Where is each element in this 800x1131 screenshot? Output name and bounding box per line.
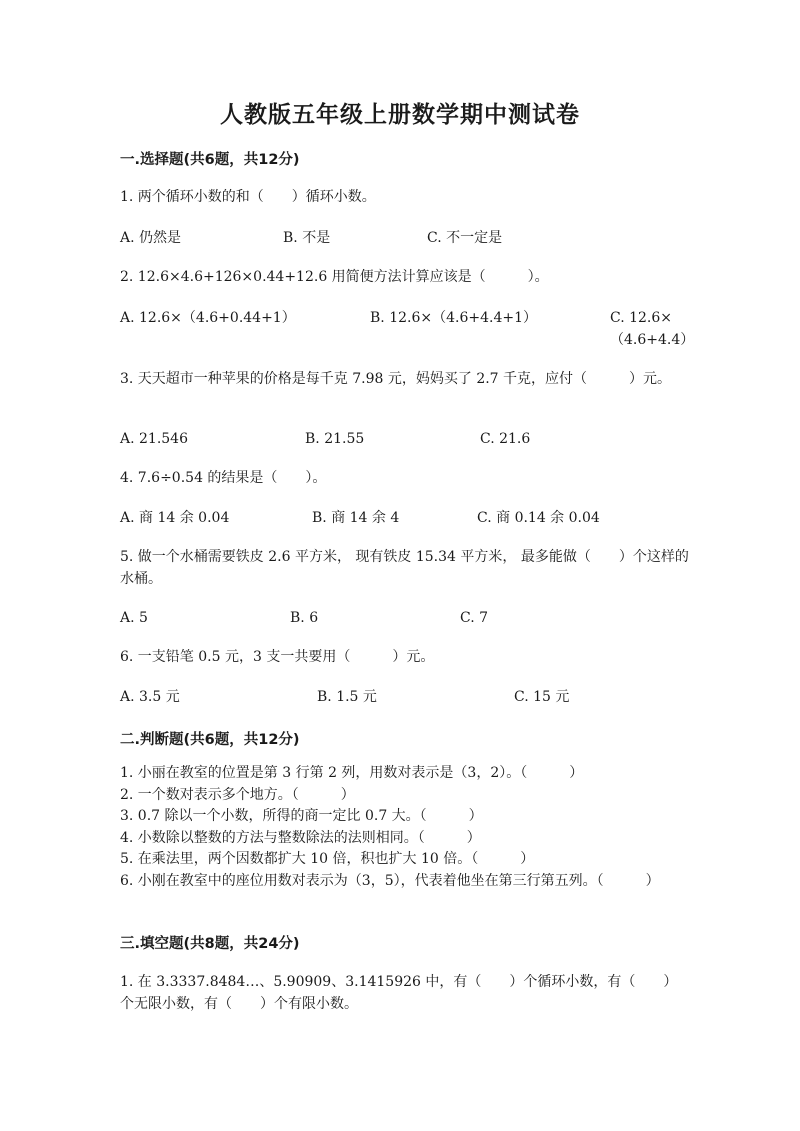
option-c: C. 15 元 xyxy=(514,689,570,705)
question-text: 3. 天天超市一种苹果的价格是每千克 7.98 元，妈妈买了 2.7 千克，应付（ ）元。 xyxy=(120,371,672,387)
option-c: C. 商 0.14 余 0.04 xyxy=(477,510,600,526)
judge-item: 3. 0.7 除以一个小数，所得的商一定比 0.7 大。（ ） xyxy=(120,808,483,824)
question-text: 5. 做一个水桶需要铁皮 2.6 平方米， 现有铁皮 15.34 平方米， 最多能做（ ）个这样的水桶。 xyxy=(120,549,689,587)
option-c: C. 7 xyxy=(460,610,489,626)
question-text: 4. 7.6÷0.54 的结果是（ ）。 xyxy=(120,470,327,486)
judge-item: 4. 小数除以整数的方法与整数除法的法则相同。（ ） xyxy=(120,829,481,846)
judge-item: 6. 小刚在教室中的座位用数对表示为（3，5），代表着他坐在第三行第五列。（ ） xyxy=(120,872,660,889)
option-a: A. 12.6×（4.6+0.44+1） xyxy=(120,310,296,326)
option-c: C. 12.6×（4.6+4.4） xyxy=(610,310,695,348)
question-text: 1. 在 3.3337.8484…、5.90909、3.1415926 中，有（ ）个循环小数，有（ ）个无限小数，有（ ）个有限小数。 xyxy=(120,974,678,1012)
option-b: B. 不是 xyxy=(283,230,331,246)
option-a: A. 仍然是 xyxy=(120,230,182,246)
question-text: 6. 一支铅笔 0.5 元，3 支一共要用（ ）元。 xyxy=(120,649,435,665)
option-a: A. 3.5 元 xyxy=(120,689,180,705)
page-title: 人教版五年级上册数学期中测试卷 xyxy=(220,102,580,128)
judge-item: 2. 一个数对表示多个地方。（ ） xyxy=(120,786,355,803)
option-b: B. 商 14 余 4 xyxy=(312,510,400,526)
option-a: A. 21.546 xyxy=(120,431,188,447)
question-text: 1. 两个循环小数的和（ ）循环小数。 xyxy=(120,189,376,205)
section-heading-fill: 三.填空题(共8题，共24分) xyxy=(120,936,300,952)
option-a: A. 5 xyxy=(120,610,148,626)
option-b: B. 12.6×（4.6+4.4+1） xyxy=(370,310,537,326)
section-heading-choice: 一.选择题(共6题，共12分) xyxy=(120,152,300,168)
option-c: C. 不一定是 xyxy=(427,230,503,246)
option-a: A. 商 14 余 0.04 xyxy=(120,510,230,526)
judge-list xyxy=(120,763,695,892)
section-heading-judge: 二.判断题(共6题，共12分) xyxy=(120,732,300,748)
judge-item: 5. 在乘法里，两个因数都扩大 10 倍，积也扩大 10 倍。（ ） xyxy=(120,851,535,867)
option-b: B. 1.5 元 xyxy=(317,689,377,705)
judge-item: 1. 小丽在教室的位置是第 3 行第 2 列，用数对表示是（3，2）。（ ） xyxy=(120,765,584,781)
question-text: 2. 12.6×4.6+126×0.44+12.6 用简便方法计算应该是（ ）。 xyxy=(120,269,549,285)
option-b: B. 6 xyxy=(290,610,319,626)
option-b: B. 21.55 xyxy=(305,431,365,447)
option-c: C. 21.6 xyxy=(480,431,531,447)
